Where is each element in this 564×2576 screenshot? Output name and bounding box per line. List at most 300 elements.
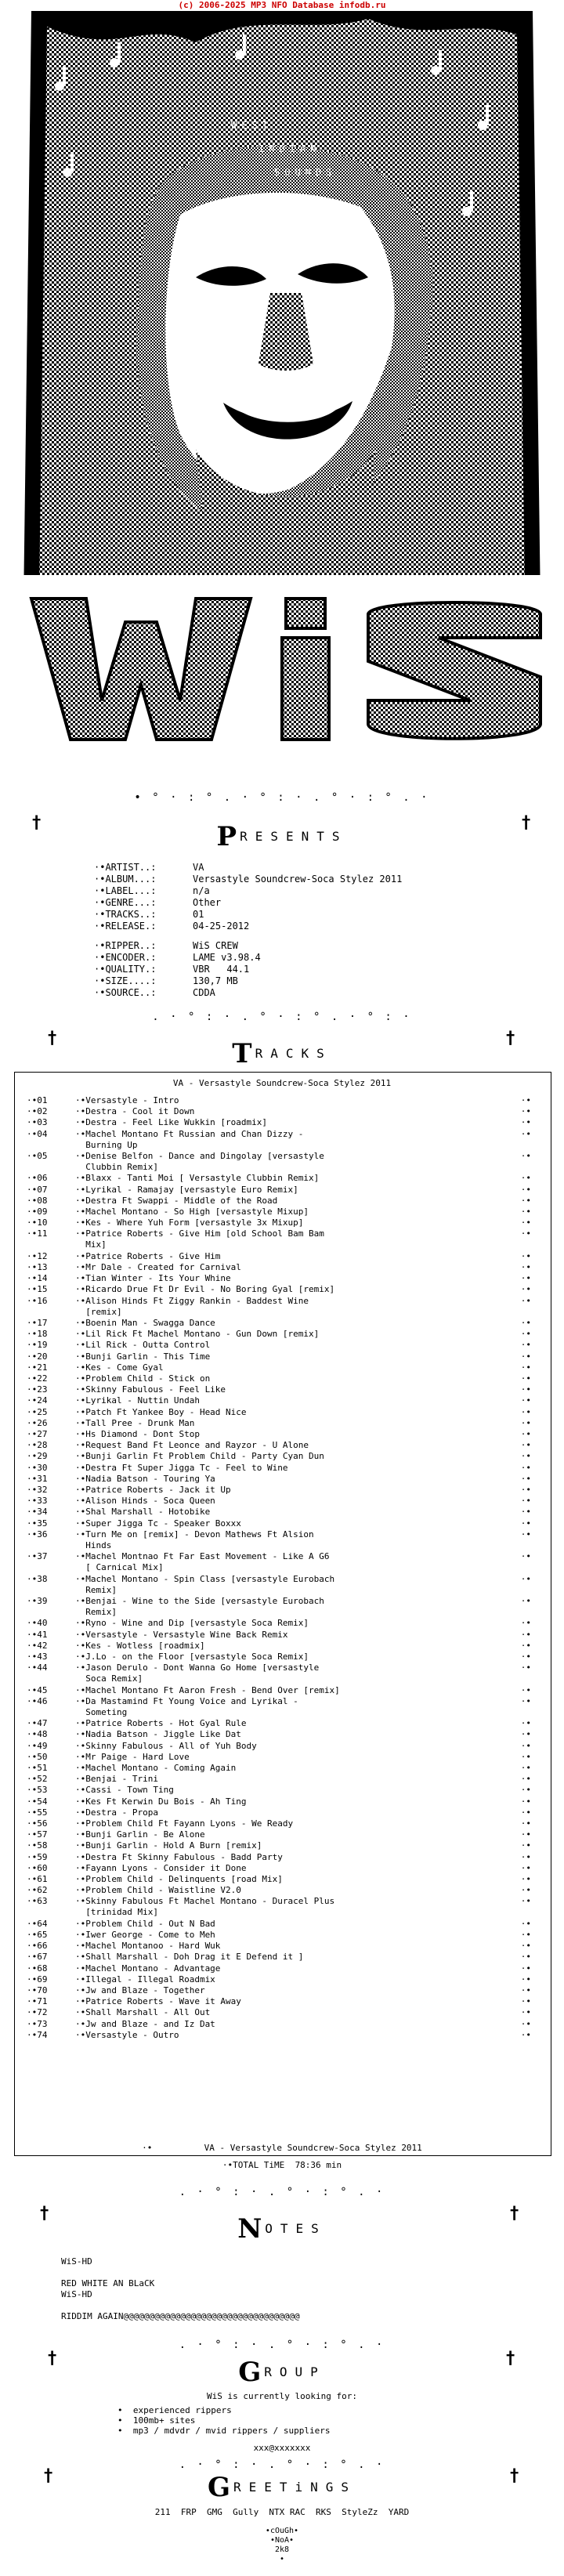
track-row xyxy=(27,1095,536,1106)
row-end-marker: ·• xyxy=(520,1918,531,1929)
track-number: ·•16 xyxy=(27,1295,48,1306)
track-title: ·•Machel Montnao Ft Far East Movement - Like A G6 [ Carnical Mix] xyxy=(75,1551,330,1573)
row-end-marker: ·• xyxy=(520,1952,531,1963)
greetings-rest: REETiNGS xyxy=(233,2480,357,2495)
track-number: ·•06 xyxy=(27,1173,48,1184)
row-end-marker: ·• xyxy=(520,1974,531,1984)
info-row: ·•LABEL...: n/a xyxy=(94,885,210,896)
track-title: ·•Kes Ft Kerwin Du Bois - Ah Ting xyxy=(75,1796,247,1807)
track-title: ·•Destra - Propa xyxy=(75,1807,158,1818)
track-row xyxy=(27,1863,536,1874)
track-row xyxy=(27,1785,536,1796)
track-row xyxy=(27,1196,536,1207)
row-end-marker: ·• xyxy=(520,1862,531,1873)
track-number: ·•09 xyxy=(27,1207,48,1217)
track-title: ·•Alison Hinds Ft Ziggy Rankin - Baddest Wine [remix] xyxy=(75,1295,309,1317)
track-row xyxy=(27,2019,536,2030)
row-end-marker: ·• xyxy=(520,1351,531,1362)
row-end-marker: ·• xyxy=(520,1774,531,1785)
track-row xyxy=(27,1474,536,1485)
row-end-marker: ·• xyxy=(520,1596,531,1606)
track-title: ·•Kes - Where Yuh Form [versastyle 3x Mixup] xyxy=(75,1217,304,1228)
track-row xyxy=(27,1384,536,1395)
track-title: ·•Lil Rick - Outta Control xyxy=(75,1340,211,1351)
track-row xyxy=(27,1919,536,1930)
track-row xyxy=(27,1262,536,1273)
track-row xyxy=(27,2007,536,2018)
track-number: ·•12 xyxy=(27,1250,48,1261)
track-row xyxy=(27,1641,536,1652)
track-title: ·•Destra - Cool it Down xyxy=(75,1106,195,1117)
track-title: ·•Shall Marshall - All Out xyxy=(75,2007,211,2018)
row-end-marker: ·• xyxy=(520,1262,531,1272)
track-row xyxy=(27,1840,536,1851)
cross-left-icon: † xyxy=(47,2349,58,2368)
row-end-marker: ·• xyxy=(520,1507,531,1518)
track-row xyxy=(27,1551,536,1573)
track-title: ·•Alison Hinds - Soca Queen xyxy=(75,1496,215,1507)
row-end-marker: ·• xyxy=(520,1362,531,1373)
track-row xyxy=(27,1818,536,1829)
track-row xyxy=(27,1518,536,1529)
row-end-marker: ·• xyxy=(520,1896,531,1907)
track-number: ·•52 xyxy=(27,1774,48,1785)
banner-indian: INDIAN xyxy=(258,143,321,154)
row-end-marker: ·• xyxy=(520,1829,531,1840)
track-number: ·•21 xyxy=(27,1362,48,1373)
greetings-initial: G xyxy=(207,2472,233,2503)
track-number: ·•35 xyxy=(27,1518,48,1529)
track-row xyxy=(27,1852,536,1863)
tracklist-footer-line: ·• VA - Versastyle Soundcrew-Soca Stylez 2011 xyxy=(142,2143,422,2153)
track-row xyxy=(27,1463,536,1474)
track-number: ·•73 xyxy=(27,2018,48,2029)
row-end-marker: ·• xyxy=(520,1273,531,1284)
track-row xyxy=(27,1418,536,1429)
row-end-marker: ·• xyxy=(520,1417,531,1428)
tracks-initial: T xyxy=(232,1038,255,1069)
track-title: ·•Kes - Wotless [roadmix] xyxy=(75,1640,205,1651)
track-number: ·•11 xyxy=(27,1228,48,1239)
row-end-marker: ·• xyxy=(520,1440,531,1451)
track-title: ·•Destra - Feel Like Wukkin [roadmix] xyxy=(75,1117,268,1128)
track-row xyxy=(27,1318,536,1329)
track-title: ·•Machel Montanoo - Hard Wuk xyxy=(75,1941,221,1952)
track-title: ·•Da Mastamind Ft Young Voice and Lyrikal - Someting xyxy=(75,1695,298,1717)
track-title: ·•Bunji Garlin - Be Alone xyxy=(75,1829,205,1840)
track-title: ·•Patrice Roberts - Wave it Away xyxy=(75,1996,241,2007)
track-row xyxy=(27,1106,536,1117)
track-title: ·•Lyrikal - Ramajay [versastyle Euro Remix] xyxy=(75,1184,298,1195)
track-number: ·•04 xyxy=(27,1128,48,1139)
track-title: ·•J.Lo - on the Floor [versastyle Soca Remix] xyxy=(75,1652,309,1662)
track-title: ·•Kes - Come Gyal xyxy=(75,1362,164,1373)
info-row: ·•ARTIST..: VA xyxy=(94,862,204,873)
row-end-marker: ·• xyxy=(520,1151,531,1161)
row-end-marker: ·• xyxy=(520,1662,531,1673)
track-number: ·•29 xyxy=(27,1451,48,1462)
tracks-rest: RACKS xyxy=(255,1046,332,1061)
track-row xyxy=(27,1618,536,1629)
track-title: ·•Super Jigga Tc - Speaker Boxxx xyxy=(75,1518,241,1529)
track-title: ·•Versastyle - Outro xyxy=(75,2029,179,2040)
track-row xyxy=(27,1652,536,1662)
track-row xyxy=(27,1207,536,1217)
track-title: ·•Patrice Roberts - Give Him xyxy=(75,1250,221,1261)
track-title: ·•Lyrikal - Nuttin Undah xyxy=(75,1395,200,1406)
track-row xyxy=(27,1996,536,2007)
row-end-marker: ·• xyxy=(520,1652,531,1662)
track-title: ·•Bunji Garlin - Hold A Burn [remix] xyxy=(75,1840,262,1851)
cross-right-icon: † xyxy=(505,1029,516,1048)
track-title: ·•Cassi - Town Ting xyxy=(75,1785,174,1796)
info-row: ·•RIPPER..: WiS CREW xyxy=(94,940,238,951)
track-row xyxy=(27,1774,536,1785)
row-end-marker: ·• xyxy=(520,1128,531,1139)
track-row xyxy=(27,1630,536,1641)
row-end-marker: ·• xyxy=(520,1695,531,1706)
track-number: ·•63 xyxy=(27,1896,48,1907)
row-end-marker: ·• xyxy=(520,1996,531,2007)
track-number: ·•45 xyxy=(27,1684,48,1695)
row-end-marker: ·• xyxy=(520,1395,531,1406)
track-number: ·•10 xyxy=(27,1217,48,1228)
track-number: ·•17 xyxy=(27,1318,48,1328)
track-row xyxy=(27,1284,536,1295)
track-row xyxy=(27,1185,536,1196)
track-title: ·•Versastyle - Versastyle Wine Back Remix xyxy=(75,1629,288,1640)
track-row xyxy=(27,1885,536,1896)
track-row xyxy=(27,1496,536,1507)
row-end-marker: ·• xyxy=(520,1485,531,1495)
row-end-marker: ·• xyxy=(520,1930,531,1940)
track-title: ·•Bunji Garlin Ft Problem Child - Party Cyan Dun xyxy=(75,1451,324,1462)
track-number: ·•51 xyxy=(27,1763,48,1773)
track-title: ·•Patrice Roberts - Hot Gyal Rule xyxy=(75,1718,247,1729)
row-end-marker: ·• xyxy=(520,1250,531,1261)
track-row xyxy=(27,1362,536,1373)
row-end-marker: ·• xyxy=(520,1473,531,1484)
track-number: ·•70 xyxy=(27,1985,48,1995)
cross-left-icon: † xyxy=(47,1029,58,1048)
track-number: ·•54 xyxy=(27,1796,48,1807)
track-number: ·•40 xyxy=(27,1618,48,1629)
track-row xyxy=(27,2030,536,2041)
track-title: ·•Jason Derulo - Dont Wanna Go Home [versastyle Soca Remix] xyxy=(75,1662,320,1684)
track-row xyxy=(27,1296,536,1318)
track-number: ·•26 xyxy=(27,1417,48,1428)
track-row xyxy=(27,1217,536,1228)
track-number: ·•72 xyxy=(27,2007,48,2018)
track-number: ·•38 xyxy=(27,1573,48,1584)
track-title: ·•Machel Montano Ft Aaron Fresh - Bend Over [remix] xyxy=(75,1684,340,1695)
track-row xyxy=(27,1373,536,1384)
banner-sounds: SOUNDS xyxy=(274,167,337,178)
info-row: ·•RELEASE.: 04-25-2012 xyxy=(94,921,250,932)
track-title: ·•Ricardo Drue Ft Dr Evil - No Boring Gyal [remix] xyxy=(75,1284,335,1295)
track-title: ·•Shall Marshall - Doh Drag it E Defend it ] xyxy=(75,1952,304,1963)
row-end-marker: ·• xyxy=(520,1729,531,1740)
group-item: • 100mb+ sites xyxy=(118,2415,196,2426)
row-end-marker: ·• xyxy=(520,1429,531,1439)
track-number: ·•36 xyxy=(27,1529,48,1539)
row-end-marker: ·• xyxy=(520,1384,531,1395)
track-title: ·•Jw and Blaze - and Iz Dat xyxy=(75,2018,215,2029)
track-number: ·•55 xyxy=(27,1807,48,1818)
track-title: ·•Mr Dale - Created for Carnival xyxy=(75,1262,241,1272)
presents-rest: RESENTS xyxy=(240,829,348,844)
track-number: ·•62 xyxy=(27,1885,48,1896)
footer-sign: •cOuGh• •NoA• 2k8 • xyxy=(265,2527,299,2563)
track-number: ·•61 xyxy=(27,1874,48,1884)
track-number: ·•53 xyxy=(27,1785,48,1796)
track-row xyxy=(27,1896,536,1918)
track-row xyxy=(27,1952,536,1963)
presents-initial: P xyxy=(216,821,240,852)
row-end-marker: ·• xyxy=(520,1451,531,1462)
row-end-marker: ·• xyxy=(520,1818,531,1829)
row-end-marker: ·• xyxy=(520,1573,531,1584)
track-title: ·•Machel Montano - Advantage xyxy=(75,1963,221,1974)
track-title: ·•Bunji Garlin - This Time xyxy=(75,1351,211,1362)
track-row xyxy=(27,1985,536,1996)
track-row xyxy=(27,1507,536,1518)
track-number: ·•02 xyxy=(27,1106,48,1117)
track-row xyxy=(27,1974,536,1985)
track-number: ·•41 xyxy=(27,1629,48,1640)
row-end-marker: ·• xyxy=(520,1763,531,1773)
notes-rest: OTES xyxy=(265,2221,327,2236)
top-bar: (c) 2006-2025 MP3 NFO Database infodb.ru xyxy=(178,0,386,10)
track-number: ·•30 xyxy=(27,1462,48,1473)
track-number: ·•20 xyxy=(27,1351,48,1362)
wis-logo xyxy=(16,575,548,755)
group-initial: G xyxy=(238,2357,265,2388)
row-end-marker: ·• xyxy=(520,1551,531,1562)
track-number: ·•22 xyxy=(27,1373,48,1384)
track-number: ·•58 xyxy=(27,1840,48,1851)
track-title: ·•Tian Winter - Its Your Whine xyxy=(75,1273,231,1284)
track-row xyxy=(27,1963,536,1974)
track-row xyxy=(27,1941,536,1952)
track-number: ·•46 xyxy=(27,1695,48,1706)
track-number: ·•44 xyxy=(27,1662,48,1673)
track-number: ·•07 xyxy=(27,1184,48,1195)
track-title: ·•Iwer George - Come to Meh xyxy=(75,1930,215,1940)
track-title: ·•Blaxx - Tanti Moi [ Versastyle Clubbin Remix] xyxy=(75,1173,320,1184)
ascii-art-header xyxy=(0,11,564,794)
row-end-marker: ·• xyxy=(520,1184,531,1195)
track-number: ·•13 xyxy=(27,1262,48,1272)
track-number: ·•08 xyxy=(27,1195,48,1206)
track-title: ·•Skinny Fabulous Ft Machel Montano - Duracel Plus [trinidad Mix] xyxy=(75,1896,335,1918)
track-row xyxy=(27,1930,536,1941)
track-title: ·•Shal Marshall - Hotobike xyxy=(75,1507,211,1518)
track-title: ·•Problem Child Ft Fayann Lyons - We Ready xyxy=(75,1818,294,1829)
row-end-marker: ·• xyxy=(520,1985,531,1995)
track-title: ·•Problem Child - Delinquents [road Mix] xyxy=(75,1874,283,1884)
track-row xyxy=(27,1485,536,1496)
track-number: ·•28 xyxy=(27,1440,48,1451)
track-title: ·•Destra Ft Swappi - Middle of the Road xyxy=(75,1195,278,1206)
track-number: ·•71 xyxy=(27,1996,48,2007)
presents-heading xyxy=(0,821,564,852)
row-end-marker: ·• xyxy=(520,1640,531,1651)
info-row: ·•ALBUM...: Versastyle Soundcrew-Soca Stylez 2011 xyxy=(94,874,403,885)
track-row xyxy=(27,1407,536,1418)
group-intro: WiS is currently looking for: xyxy=(206,2391,358,2401)
track-title: ·•Versastyle - Intro xyxy=(75,1095,179,1105)
row-end-marker: ·• xyxy=(520,1963,531,1974)
cross-left-icon: † xyxy=(39,2204,50,2223)
track-number: ·•66 xyxy=(27,1941,48,1952)
notes-initial: N xyxy=(237,2213,266,2245)
row-end-marker: ·• xyxy=(520,1462,531,1473)
row-end-marker: ·• xyxy=(520,1618,531,1629)
total-time: ·•TOTAL TiME 78:36 min xyxy=(222,2160,342,2170)
track-number: ·•48 xyxy=(27,1729,48,1740)
track-number: ·•32 xyxy=(27,1485,48,1495)
track-number: ·•60 xyxy=(27,1862,48,1873)
row-end-marker: ·• xyxy=(520,1329,531,1340)
info-row: ·•TRACKS..: 01 xyxy=(94,909,204,920)
track-row xyxy=(27,1451,536,1462)
track-row xyxy=(27,1662,536,1684)
track-number: ·•25 xyxy=(27,1406,48,1417)
track-row xyxy=(27,1429,536,1440)
track-title: ·•Nadia Batson - Jiggle Like Dat xyxy=(75,1729,241,1740)
track-row xyxy=(27,1395,536,1406)
group-item: • experienced rippers xyxy=(118,2405,232,2415)
track-number: ·•24 xyxy=(27,1395,48,1406)
group-heading xyxy=(0,2357,564,2388)
track-row xyxy=(27,1251,536,1262)
track-row xyxy=(27,1151,536,1173)
track-row xyxy=(27,1741,536,1752)
track-row xyxy=(27,1129,536,1151)
row-end-marker: ·• xyxy=(520,1173,531,1184)
row-end-marker: ·• xyxy=(520,1295,531,1306)
track-title: ·•Turn Me on [remix] - Devon Mathews Ft Alsion Hinds xyxy=(75,1529,314,1550)
info-row: ·•ENCODER.: LAME v3.98.4 xyxy=(94,952,261,963)
track-row xyxy=(27,1173,536,1184)
row-end-marker: ·• xyxy=(520,1529,531,1539)
divider-group: . · ° : · . ° · : ° . · xyxy=(179,2339,385,2351)
track-title: ·•Patch Ft Yankee Boy - Head Nice xyxy=(75,1406,247,1417)
track-row xyxy=(27,1763,536,1774)
banner-west: WEST xyxy=(231,120,273,131)
track-number: ·•43 xyxy=(27,1652,48,1662)
row-end-marker: ·• xyxy=(520,1117,531,1128)
track-number: ·•57 xyxy=(27,1829,48,1840)
info-row: ·•QUALITY.: VBR 44.1 xyxy=(94,964,250,975)
track-title: ·•Nadia Batson - Touring Ya xyxy=(75,1473,215,1484)
track-number: ·•49 xyxy=(27,1740,48,1751)
track-row xyxy=(27,1273,536,1284)
track-row xyxy=(27,1117,536,1128)
track-title: ·•Mr Paige - Hard Love xyxy=(75,1751,190,1762)
track-title: ·•Destra Ft Super Jigga Tc - Feel to Wine xyxy=(75,1462,288,1473)
track-title: ·•Destra Ft Skinny Fabulous - Badd Party xyxy=(75,1851,283,1862)
track-title: ·•Ryno - Wine and Dip [versastyle Soca Remix] xyxy=(75,1618,309,1629)
track-number: ·•01 xyxy=(27,1095,48,1105)
track-row xyxy=(27,1829,536,1840)
track-row xyxy=(27,1807,536,1818)
row-end-marker: ·• xyxy=(520,1941,531,1952)
row-end-marker: ·• xyxy=(520,1228,531,1239)
track-title: ·•Patrice Roberts - Jack it Up xyxy=(75,1485,231,1495)
row-end-marker: ·• xyxy=(520,2018,531,2029)
track-number: ·•27 xyxy=(27,1429,48,1439)
track-row xyxy=(27,1685,536,1696)
track-number: ·•56 xyxy=(27,1818,48,1829)
tracklist-header: VA - Versastyle Soundcrew-Soca Stylez 2011 xyxy=(172,1078,392,1088)
track-row xyxy=(27,1718,536,1729)
track-number: ·•31 xyxy=(27,1473,48,1484)
row-end-marker: ·• xyxy=(520,1340,531,1351)
track-number: ·•74 xyxy=(27,2029,48,2040)
row-end-marker: ·• xyxy=(520,1496,531,1507)
track-title: ·•Patrice Roberts - Give Him [old School Bam Bam Mix] xyxy=(75,1228,324,1250)
track-row xyxy=(27,1574,536,1596)
track-title: ·•Fayann Lyons - Consider it Done xyxy=(75,1862,247,1873)
cross-right-icon: † xyxy=(509,2466,520,2486)
track-title: ·•Lil Rick Ft Machel Montano - Gun Down [remix] xyxy=(75,1329,320,1340)
greetings-heading xyxy=(0,2472,564,2503)
group-list xyxy=(118,2405,331,2436)
track-number: ·•19 xyxy=(27,1340,48,1351)
track-row xyxy=(27,1340,536,1351)
info-row: ·•SOURCE..: CDDA xyxy=(94,987,215,998)
track-number: ·•67 xyxy=(27,1952,48,1963)
track-number: ·•14 xyxy=(27,1273,48,1284)
track-title: ·•Boenin Man - Swagga Dance xyxy=(75,1318,215,1328)
row-end-marker: ·• xyxy=(520,2029,531,2040)
track-number: ·•59 xyxy=(27,1851,48,1862)
track-title: ·•Tall Pree - Drunk Man xyxy=(75,1417,195,1428)
greetings-list: 211 FRP GMG Gully NTX RAC RKS StyleZz YARD xyxy=(154,2507,410,2517)
track-row xyxy=(27,1440,536,1451)
track-title: ·•Problem Child - Stick on xyxy=(75,1373,211,1384)
group-sign: xxx@xxxxxxx xyxy=(253,2443,311,2453)
row-end-marker: ·• xyxy=(520,1796,531,1807)
track-title: ·•Denise Belfon - Dance and Dingolay [versastyle Clubbin Remix] xyxy=(75,1151,324,1172)
track-title: ·•Problem Child - Out N Bad xyxy=(75,1918,215,1929)
row-end-marker: ·• xyxy=(520,1718,531,1729)
track-number: ·•64 xyxy=(27,1918,48,1929)
cross-right-icon: † xyxy=(505,2349,516,2368)
row-end-marker: ·• xyxy=(520,1851,531,1862)
track-title: ·•Hs Diamond - Dont Stop xyxy=(75,1429,200,1439)
track-number: ·•18 xyxy=(27,1329,48,1340)
track-number: ·•39 xyxy=(27,1596,48,1606)
divider-tracks: . · ° : · . ° · : ° . · ° : · xyxy=(152,1011,412,1023)
notes-heading xyxy=(0,2213,564,2245)
row-end-marker: ·• xyxy=(520,1373,531,1384)
track-title: ·•Benjai - Wine to the Side [versastyle Eurobach Remix] xyxy=(75,1596,324,1617)
row-end-marker: ·• xyxy=(520,1318,531,1328)
track-number: ·•69 xyxy=(27,1974,48,1984)
row-end-marker: ·• xyxy=(520,2007,531,2018)
row-end-marker: ·• xyxy=(520,1406,531,1417)
row-end-marker: ·• xyxy=(520,1217,531,1228)
track-number: ·•68 xyxy=(27,1963,48,1974)
track-number: ·•37 xyxy=(27,1551,48,1562)
group-item: • mp3 / mdvdr / mvid rippers / suppliers xyxy=(118,2426,331,2436)
track-title: ·•Illegal - Illegal Roadmix xyxy=(75,1974,215,1984)
row-end-marker: ·• xyxy=(520,1106,531,1117)
track-title: ·•Request Band Ft Leonce and Rayzor - U Alone xyxy=(75,1440,309,1451)
